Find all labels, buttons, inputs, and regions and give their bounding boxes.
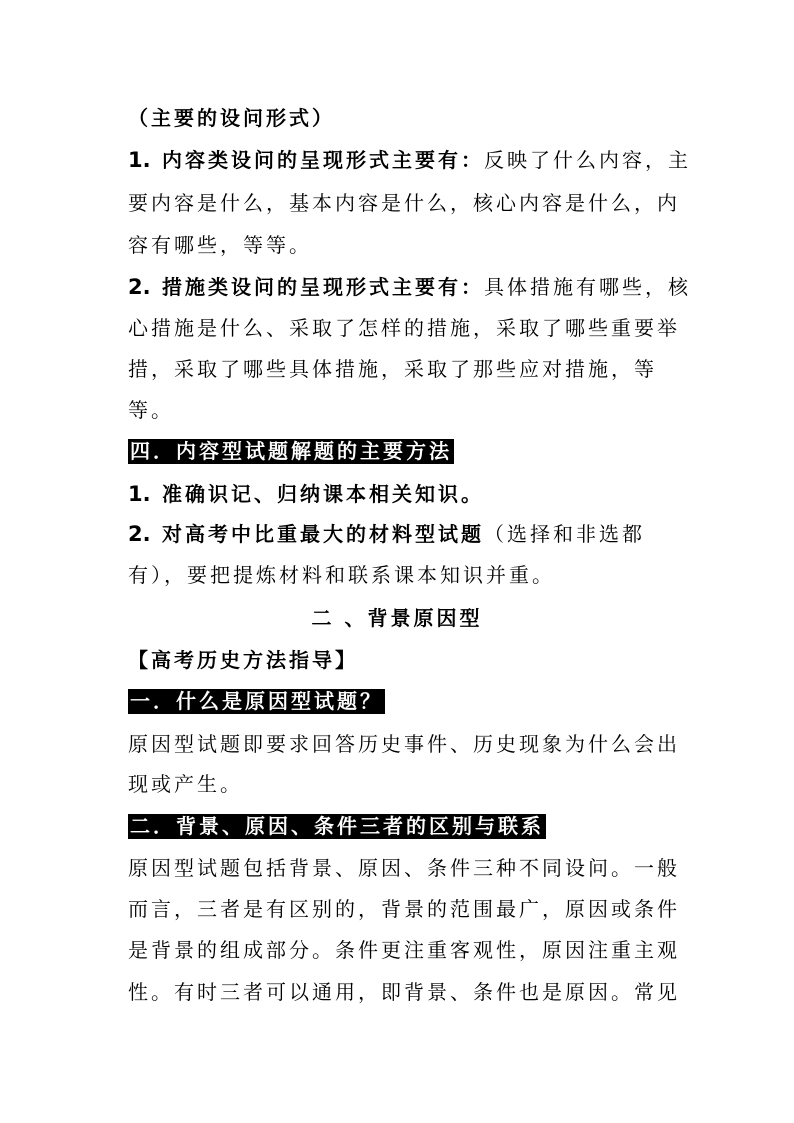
item-bold-lead: 准确识记、归纳课本相关知识。: [161, 482, 484, 506]
body-text: 等。: [128, 398, 174, 422]
paragraph-line: [128, 855, 680, 881]
item-number: 2.: [128, 275, 151, 299]
body-text: 原因型试题包括背景、原因、条件三种不同设问。一般: [128, 856, 680, 880]
body-text: 性。有时三者可以通用，即背景、条件也是原因。常见: [128, 980, 680, 1004]
paragraph-line: [128, 937, 680, 963]
paragraph-line: [128, 356, 657, 382]
body-text: 而言，三者是有区别的，背景的范围最广，原因或条件: [128, 897, 680, 921]
paragraph-line: [128, 315, 680, 341]
paragraph-line: [128, 274, 691, 300]
body-text: 容有哪些，等等。: [128, 233, 312, 257]
body-text: 有），要把提炼材料和联系课本知识并重。: [128, 563, 555, 587]
guide-heading: [128, 647, 358, 673]
highlighted-heading: 一．什么是原因型试题？: [130, 689, 383, 713]
body-text: 是背景的组成部分。条件更注重客观性，原因注重主观: [128, 938, 680, 962]
paragraph-line: [128, 521, 645, 547]
section-title-text: 二 、背景原因型: [311, 606, 483, 630]
paragraph-line: [128, 731, 680, 757]
paragraph-line: [128, 896, 680, 922]
section-heading-highlighted: [128, 813, 546, 839]
section-heading-highlighted: [128, 688, 385, 714]
body-text: 现或产生。: [128, 772, 243, 796]
heading-text: （主要的设问形式）: [128, 106, 335, 130]
paragraph-line: [128, 771, 243, 797]
question-form-heading: [128, 105, 335, 131]
item-text: （选择和非选都: [483, 522, 645, 546]
highlighted-heading: 四．内容型试题解题的主要方法: [130, 439, 452, 463]
body-text: 原因型试题即要求回答历史事件、历史现象为什么会出: [128, 732, 680, 756]
item-number: 1.: [128, 482, 151, 506]
paragraph-line: [128, 232, 312, 258]
item-bold-lead: 措施类设问的呈现形式主要有：: [161, 275, 484, 299]
guide-heading-text: 【高考历史方法指导】: [128, 648, 358, 672]
item-number: 2.: [128, 522, 151, 546]
item-number: 1.: [128, 148, 151, 172]
item-bold-lead: 对高考中比重最大的材料型试题: [161, 522, 484, 546]
section-heading-highlighted: [128, 438, 454, 464]
paragraph-line: [128, 397, 174, 423]
highlighted-heading: 二．背景、原因、条件三者的区别与联系: [130, 814, 544, 838]
item-text: 具体措施有哪些，核: [483, 275, 691, 299]
body-text: 要内容是什么，基本内容是什么，核心内容是什么，内: [128, 191, 680, 215]
paragraph-line: [128, 562, 555, 588]
section-title: [0, 605, 794, 631]
paragraph-line: [128, 190, 680, 216]
paragraph-line: [128, 979, 680, 1005]
body-text: 心措施是什么、采取了怎样的措施，采取了哪些重要举: [128, 316, 680, 340]
paragraph-line: [128, 147, 691, 173]
paragraph-line: [128, 481, 484, 507]
item-text: 反映了什么内容，主: [483, 148, 691, 172]
body-text: 措，采取了哪些具体措施，采取了那些应对措施，等: [128, 357, 657, 381]
item-bold-lead: 内容类设问的呈现形式主要有：: [161, 148, 484, 172]
